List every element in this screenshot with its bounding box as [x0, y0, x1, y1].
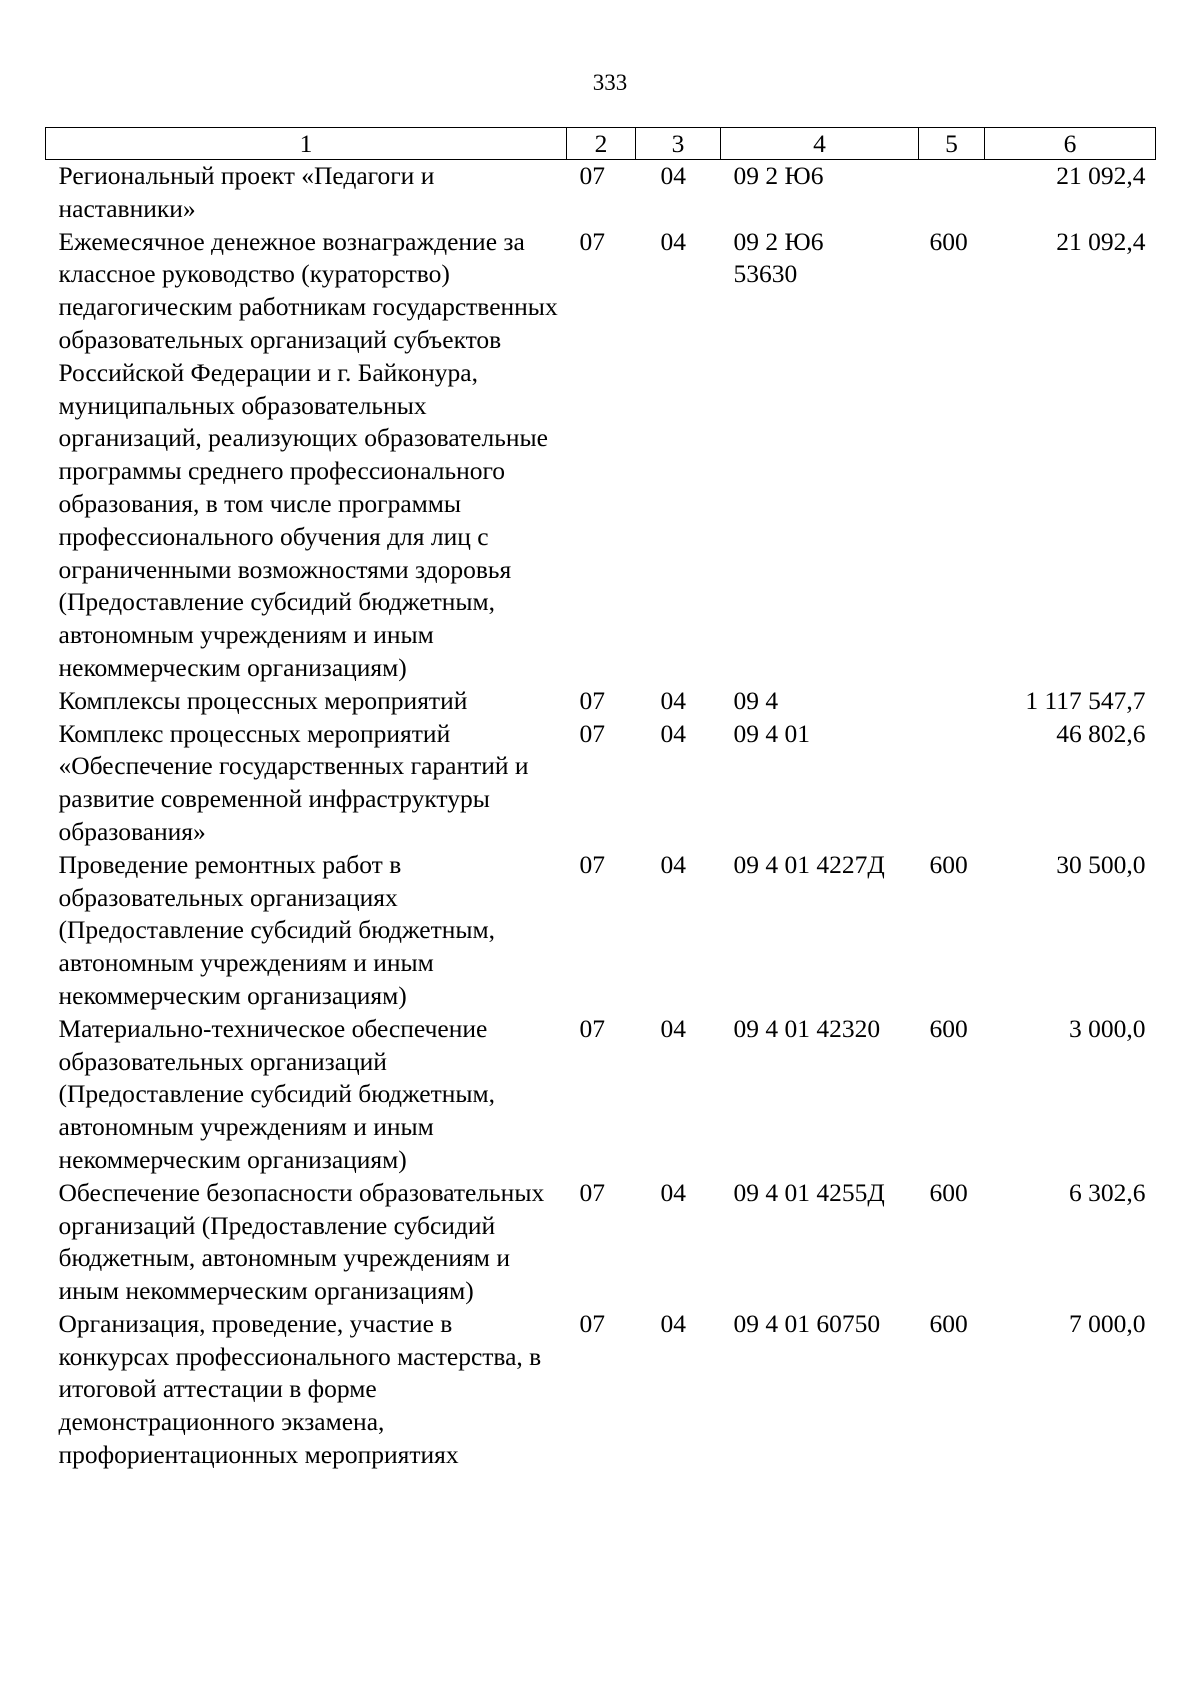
- row-target-article-cell: 09 4 01 4227Д: [733, 849, 885, 879]
- row-expense-type-cell: 600: [929, 226, 968, 256]
- table-row: [46, 1177, 1156, 1308]
- table-row: [46, 685, 1156, 718]
- row-amount-cell: 7 000,0: [1069, 1308, 1146, 1338]
- row-name-cell: Комплексы процессных мероприятий: [58, 685, 468, 715]
- row-name-cell: Комплекс процессных мероприятий «Обеспечение государственных гарантий и развитие современной инфраструктуры образования»: [58, 718, 529, 846]
- column-header-6: 6: [985, 128, 1156, 160]
- row-target-article-cell: 09 4: [733, 685, 779, 715]
- row-name-cell: Региональный проект «Педагоги и наставники»: [58, 161, 435, 223]
- row-section-cell: 07: [579, 1308, 605, 1338]
- row-subsection-cell: 04: [660, 1177, 686, 1207]
- table-row: [46, 1308, 1156, 1472]
- row-amount-cell: 46 802,6: [1056, 718, 1146, 748]
- row-section-cell: 07: [579, 226, 605, 256]
- row-expense-type-cell: [919, 718, 985, 849]
- row-target-article-cell: 09 4 01 4255Д: [733, 1177, 885, 1207]
- row-amount-cell: 30 500,0: [1056, 849, 1146, 879]
- row-target-article-cell: 09 2 Ю6: [733, 161, 824, 190]
- row-section-cell: 07: [579, 849, 605, 879]
- row-amount-cell: 21 092,4: [1056, 226, 1146, 256]
- row-section-cell: 07: [579, 161, 605, 190]
- header-row: [46, 128, 1156, 160]
- row-amount-cell: 21 092,4: [1056, 161, 1146, 190]
- column-header-3: 3: [636, 128, 721, 160]
- row-name-cell: Ежемесячное денежное вознаграждение за классное руководство (кураторство) педагогическим работникам государственных образовательных организаций субъектов Российской Федерации и г. Байконура, муниципальных образовательных организаций, реализующих образовательные программы среднего профессионального образования, в том числе программы профессионального обучения для лиц с ограниченными возможностями здоровья (Предоставление субсидий бюджетным, автономным учреждениям и иным некоммерческим организациям): [58, 226, 558, 682]
- row-subsection-cell: 04: [660, 718, 686, 748]
- table-row: [46, 1013, 1156, 1177]
- row-subsection-cell: 04: [660, 161, 686, 190]
- row-name-cell: Обеспечение безопасности образовательных организаций (Предоставление субсидий бюджетным, автономным учреждениям и иным некоммерческим организациям): [58, 1177, 545, 1306]
- column-header-5: 5: [919, 128, 985, 160]
- row-expense-type-cell: 600: [929, 849, 968, 879]
- row-subsection-cell: 04: [660, 226, 686, 256]
- row-expense-type-cell: [919, 160, 985, 226]
- row-target-article-cell: 09 2 Ю6 53630: [733, 226, 824, 289]
- row-subsection-cell: 04: [660, 685, 686, 715]
- table-body: [46, 160, 1156, 1472]
- row-section-cell: 07: [579, 1177, 605, 1207]
- row-section-cell: 07: [579, 1013, 605, 1043]
- table-row: [46, 718, 1156, 849]
- row-target-article-cell: 09 4 01: [733, 718, 810, 748]
- row-section-cell: 07: [579, 685, 605, 715]
- row-subsection-cell: 04: [660, 1013, 686, 1043]
- row-amount-cell: 3 000,0: [1069, 1013, 1146, 1043]
- row-section-cell: 07: [579, 718, 605, 748]
- row-target-article-cell: 09 4 01 42320: [733, 1013, 881, 1043]
- row-expense-type-cell: 600: [929, 1013, 968, 1043]
- table-row: [46, 160, 1156, 226]
- row-name-cell: Организация, проведение, участие в конкурсах профессионального мастерства, в итоговой аттестации в форме демонстрационного экзамена, профориентационных мероприятиях: [58, 1308, 542, 1470]
- row-target-article-cell: 09 4 01 60750: [733, 1308, 881, 1338]
- row-expense-type-cell: 600: [929, 1308, 968, 1338]
- row-amount-cell: 6 302,6: [1069, 1177, 1146, 1207]
- column-header-2: 2: [567, 128, 636, 160]
- table-row: [46, 226, 1156, 685]
- row-subsection-cell: 04: [660, 1308, 686, 1338]
- row-name-cell: Материально-техническое обеспечение образовательных организаций (Предоставление субсидий бюджетным, автономным учреждениям и иным некоммерческим организациям): [58, 1013, 496, 1174]
- row-amount-cell: 1 117 547,7: [1025, 685, 1146, 715]
- page-number: 333: [592, 70, 628, 95]
- column-header-1: 1: [46, 128, 567, 160]
- table-row: [46, 849, 1156, 1013]
- row-expense-type-cell: 600: [929, 1177, 968, 1207]
- table-header: [46, 128, 1156, 160]
- budget-table: [45, 127, 1156, 1472]
- row-name-cell: Проведение ремонтных работ в образовательных организациях (Предоставление субсидий бюджетным, автономным учреждениям и иным некоммерческим организациям): [58, 849, 496, 1010]
- column-header-4: 4: [721, 128, 919, 160]
- row-expense-type-cell: [919, 685, 985, 718]
- row-subsection-cell: 04: [660, 849, 686, 879]
